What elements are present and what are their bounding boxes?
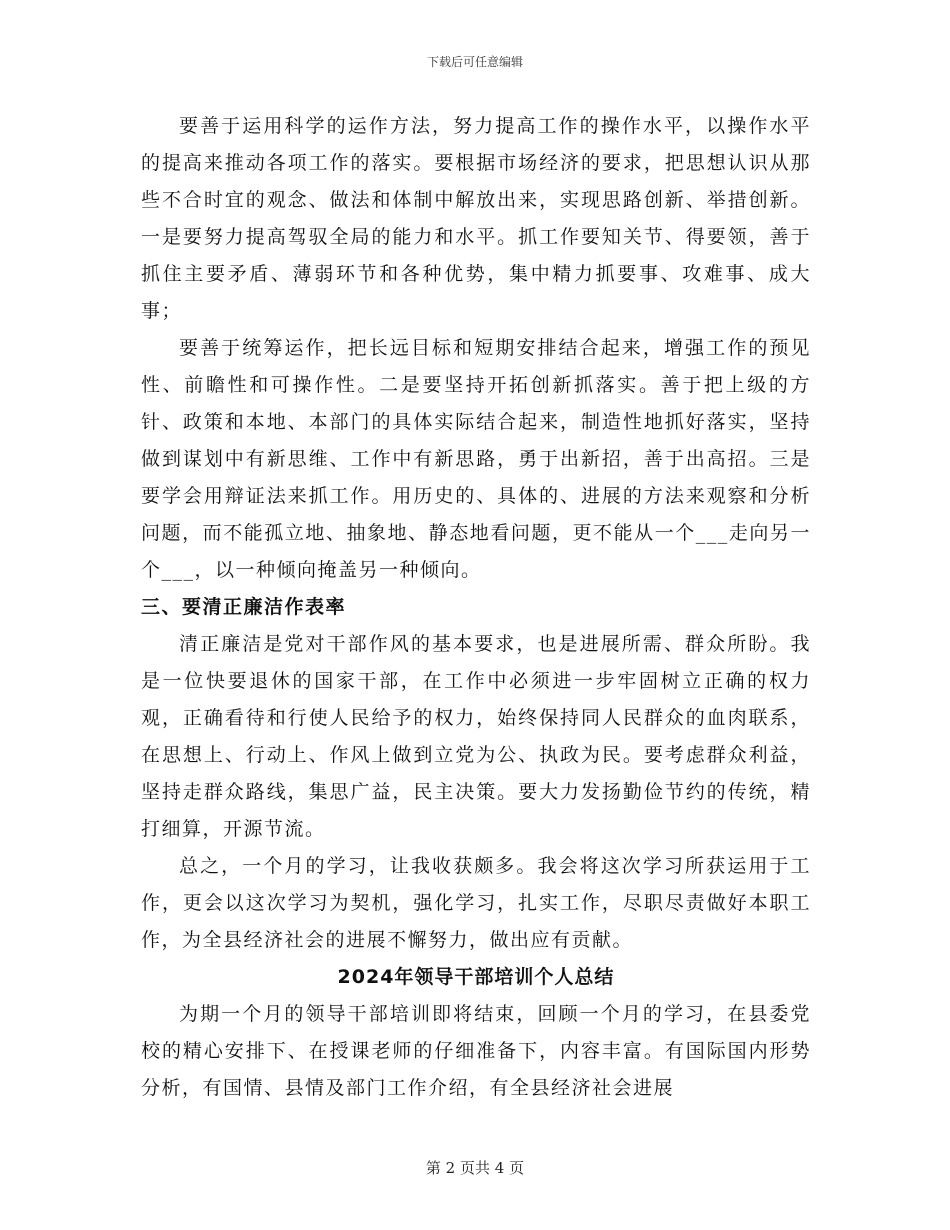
section-heading-integrity: 三、要清正廉洁作表率 (141, 596, 347, 618)
paragraph-training-intro: 为期一个月的领导干部培训即将结束，回顾一个月的学习，在县委党校的精心安排下、在授课老师的仔细准备下，内容丰富。有国际国内形势分析，有国情、县情及部门工作介绍，有全县经济社会进展 (141, 1003, 811, 1099)
paragraph-coordination: 要善于统筹运作，把长远目标和短期安排结合起来，增强工作的预见性、前瞻性和可操作性。二是要坚持开拓创新抓落实。善于把上级的方针、政策和本地、本部门的具体实际结合起来，制造性地抓好落实，坚持做到谋划中有新思维、工作中有新思路，勇于出新招，善于出高招。三是要学会用辩证法来抓工作。用历史的、具体的、进展的方法来观察和分析问题，而不能孤立地、抽象地、静态地看问题，更不能从一个___走向另一个___，以一种倾向掩盖另一种倾向。 (141, 337, 811, 581)
page-number: 第 2 页共 4 页 (425, 1159, 525, 1177)
document-title-2024: 2024年领导干部培训个人总结 (337, 966, 615, 988)
paragraph-integrity: 清正廉洁是党对干部作风的基本要求，也是进展所需、群众所盼。我是一位快要退休的国家干部，在工作中必须进一步牢固树立正确的权力观，正确看待和行使人民给予的权力，始终保持同人民群众的血肉联系，在思想上、行动上、作风上做到立党为公、执政为民。要考虑群众利益，坚持走群众路线，集思广益，民主决策。要大力发扬勤俭节约的传统，精打细算，开源节流。 (141, 633, 811, 840)
page-header-note: 下载后可任意编辑 (426, 55, 523, 69)
document-body (141, 108, 811, 1107)
paragraph-method: 要善于运用科学的运作方法，努力提高工作的操作水平，以操作水平的提高来推动各项工作的落实。要根据市场经济的要求，把思想认识从那些不合时宜的观念、做法和体制中解放出来，实现思路创新、举措创新。一是要努力提高驾驭全局的能力和水平。抓工作要知关节、得要领，善于抓住主要矛盾、薄弱环节和各种优势，集中精力抓要事、攻难事、成大事； (141, 115, 811, 322)
paragraph-conclusion: 总之，一个月的学习，让我收获颇多。我会将这次学习所获运用于工作，更会以这次学习为契机，强化学习，扎实工作，尽职尽责做好本职工作，为全县经济社会的进展不懈努力，做出应有贡献。 (141, 855, 811, 951)
